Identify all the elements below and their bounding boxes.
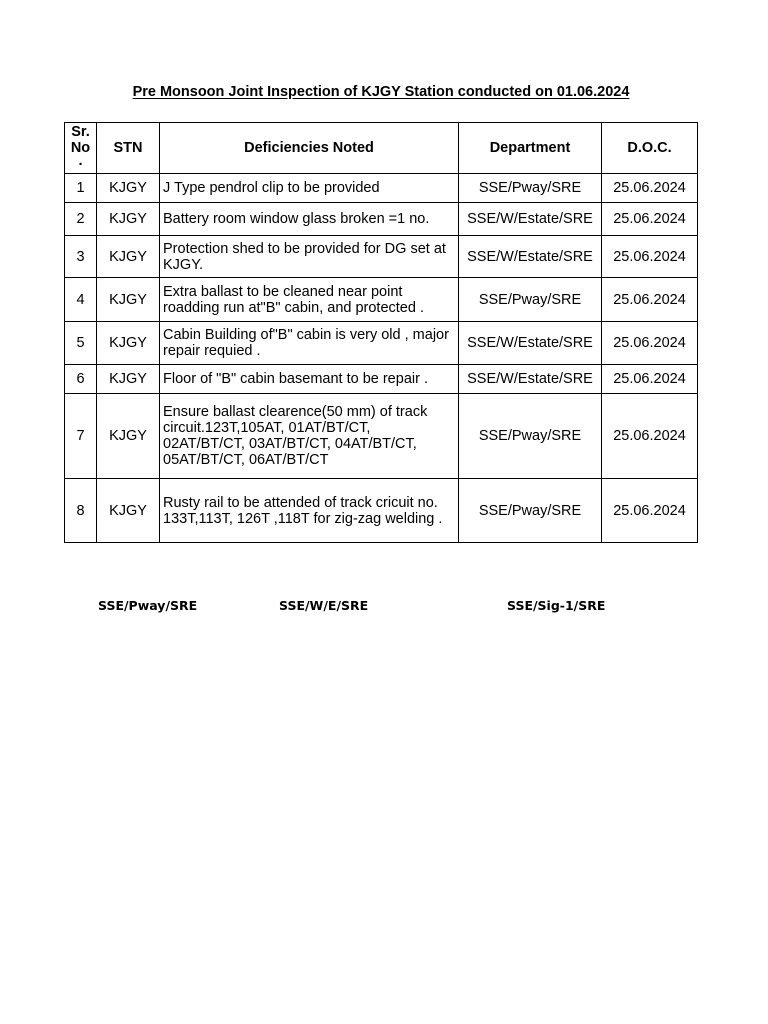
cell-sr: 3 — [65, 236, 97, 278]
cell-department: SSE/Pway/SRE — [459, 174, 602, 203]
cell-stn: KJGY — [97, 174, 160, 203]
cell-doc: 25.06.2024 — [602, 203, 698, 236]
cell-sr: 7 — [65, 394, 97, 479]
cell-department: SSE/W/Estate/SRE — [459, 322, 602, 365]
cell-sr: 8 — [65, 479, 97, 543]
cell-department: SSE/W/Estate/SRE — [459, 236, 602, 278]
table-row — [65, 278, 698, 322]
cell-deficiency: Extra ballast to be cleaned near point roadding run at"B" cabin, and protected . — [160, 278, 459, 322]
cell-deficiency: Ensure ballast clearence(50 mm) of track circuit.123T,105AT, 01AT/BT/CT, 02AT/BT/CT, 03AT/BT/CT, 04AT/BT/CT, 05AT/BT/CT, 06AT/BT/CT — [160, 394, 459, 479]
cell-deficiency: Floor of "B" cabin basemant to be repair . — [160, 365, 459, 394]
inspection-table — [64, 122, 698, 543]
header-doc: D.O.C. — [602, 123, 698, 174]
table-row — [65, 394, 698, 479]
cell-department: SSE/Pway/SRE — [459, 479, 602, 543]
cell-doc: 25.06.2024 — [602, 322, 698, 365]
cell-department: SSE/W/Estate/SRE — [459, 365, 602, 394]
cell-stn: KJGY — [97, 365, 160, 394]
cell-department: SSE/Pway/SRE — [459, 278, 602, 322]
header-sr-no-line2: No — [70, 140, 91, 156]
header-sr-no-line1: Sr. — [71, 124, 90, 140]
table-row — [65, 236, 698, 278]
signature-pway: SSE/Pway/SRE — [98, 598, 198, 613]
signature-signal: SSE/Sig-1/SRE — [507, 598, 606, 613]
table-row — [65, 479, 698, 543]
cell-doc: 25.06.2024 — [602, 365, 698, 394]
cell-stn: KJGY — [97, 278, 160, 322]
cell-deficiency: Cabin Building of"B" cabin is very old , major repair requied . — [160, 322, 459, 365]
table-row — [65, 365, 698, 394]
cell-sr: 4 — [65, 278, 97, 322]
cell-sr: 2 — [65, 203, 97, 236]
cell-sr: 6 — [65, 365, 97, 394]
cell-deficiency: Protection shed to be provided for DG set at KJGY. — [160, 236, 459, 278]
header-stn: STN — [97, 123, 160, 174]
cell-deficiency: Rusty rail to be attended of track cricuit no. 133T,113T, 126T ,118T for zig-zag welding . — [160, 479, 459, 543]
cell-stn: KJGY — [97, 203, 160, 236]
cell-doc: 25.06.2024 — [602, 236, 698, 278]
table-row — [65, 174, 698, 203]
cell-doc: 25.06.2024 — [602, 174, 698, 203]
cell-sr: 1 — [65, 174, 97, 203]
cell-deficiency: Battery room window glass broken =1 no. — [160, 203, 459, 236]
cell-stn: KJGY — [97, 322, 160, 365]
signature-works: SSE/W/E/SRE — [279, 598, 369, 613]
document-title: Pre Monsoon Joint Inspection of KJGY Station conducted on 01.06.2024 — [132, 84, 630, 100]
cell-stn: KJGY — [97, 479, 160, 543]
header-sr-no — [65, 123, 97, 174]
cell-stn: KJGY — [97, 394, 160, 479]
header-deficiencies: Deficiencies Noted — [160, 123, 459, 174]
cell-department: SSE/Pway/SRE — [459, 394, 602, 479]
cell-stn: KJGY — [97, 236, 160, 278]
cell-doc: 25.06.2024 — [602, 278, 698, 322]
cell-deficiency: J Type pendrol clip to be provided — [160, 174, 459, 203]
table-row — [65, 203, 698, 236]
cell-sr: 5 — [65, 322, 97, 365]
table-row — [65, 322, 698, 365]
cell-department: SSE/W/Estate/SRE — [459, 203, 602, 236]
header-sr-no-line3: . — [78, 153, 83, 169]
table-header-row — [65, 123, 698, 174]
cell-doc: 25.06.2024 — [602, 394, 698, 479]
header-department: Department — [459, 123, 602, 174]
cell-doc: 25.06.2024 — [602, 479, 698, 543]
